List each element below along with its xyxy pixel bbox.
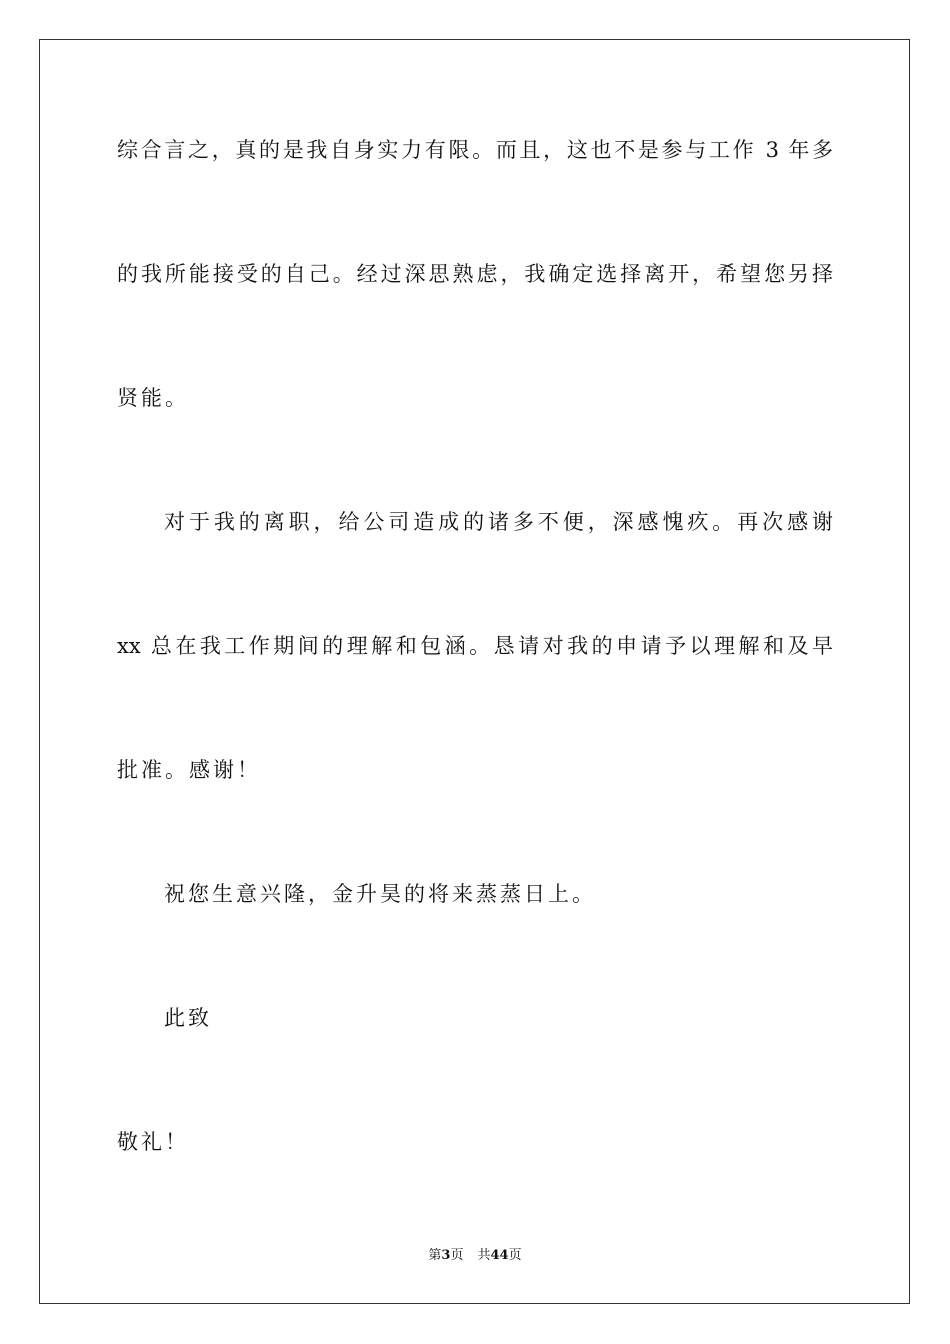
paragraph-line-3: 贤能。	[117, 386, 189, 410]
paragraph-line-2: 的我所能接受的自己。经过深思熟虑，我确定选择离开，希望您另择	[117, 262, 833, 286]
paragraph-line-6: 批准。感谢！	[117, 758, 261, 782]
salutation-ci-zhi: 此致	[164, 1006, 212, 1030]
closing-wish: 祝您生意兴隆，金升昊的将来蒸蒸日上。	[164, 882, 596, 906]
salutation-jing-li: 敬礼！	[117, 1130, 189, 1154]
page-prefix: 第	[428, 1248, 442, 1263]
paragraph-line-5: xx 总在我工作期间的理解和包涵。恳请对我的申请予以理解和及早	[117, 634, 833, 658]
paragraph-line-1: 综合言之，真的是我自身实力有限。而且，这也不是参与工作 3 年多	[117, 138, 833, 162]
total-prefix: 共	[477, 1248, 491, 1263]
page-border	[39, 39, 910, 1304]
page-suffix: 页	[450, 1248, 464, 1263]
total-pages: 44	[490, 1248, 509, 1263]
total-suffix: 页	[508, 1248, 522, 1263]
page-footer	[0, 1247, 950, 1265]
page-number: 3	[441, 1248, 451, 1263]
paragraph-line-4: 对于我的离职，给公司造成的诸多不便，深感愧疚。再次感谢	[164, 510, 833, 534]
